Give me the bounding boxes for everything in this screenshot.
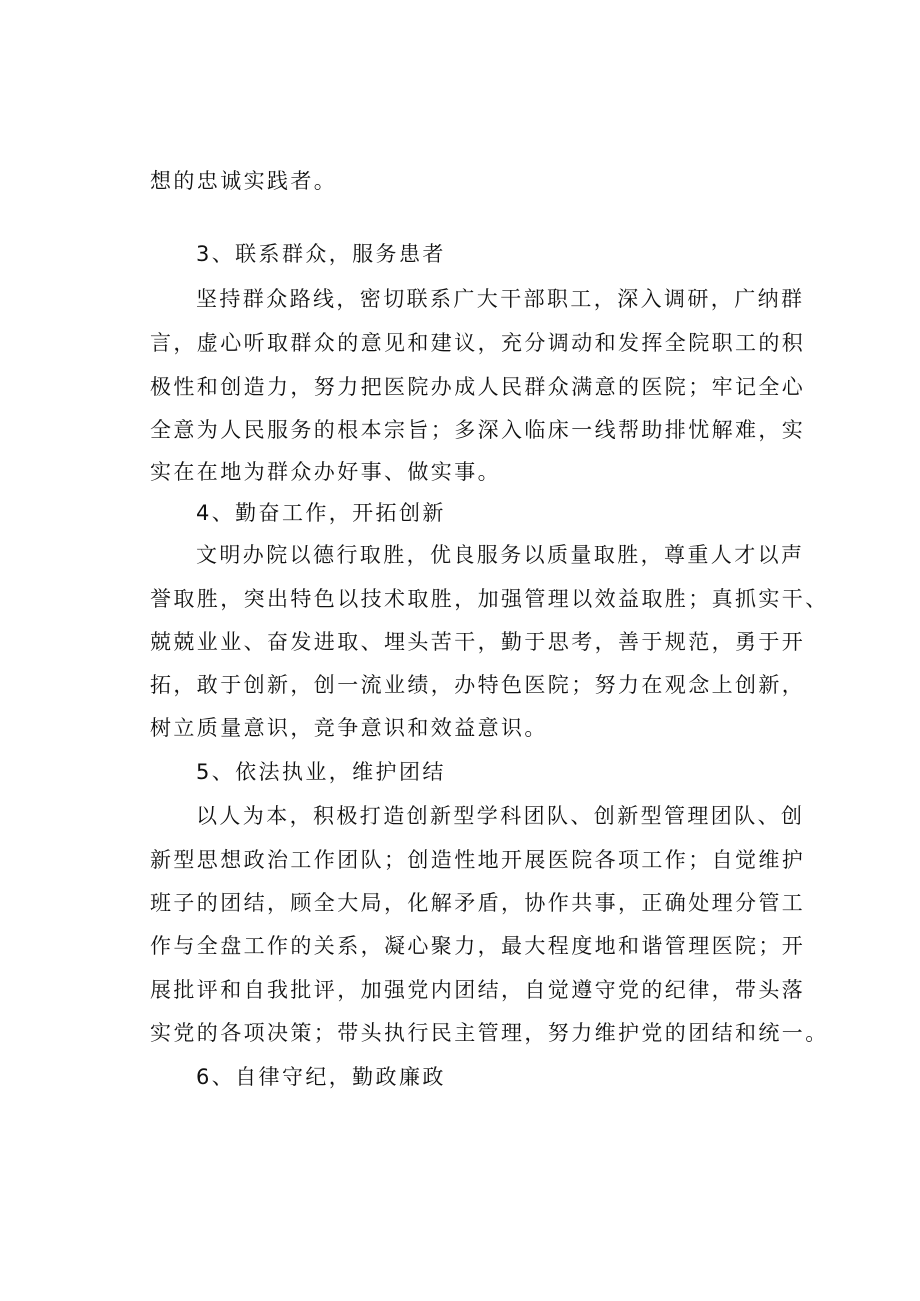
paragraph-line: 文明办院以德行取胜，优良服务以质量取胜，尊重人才以声: [196, 543, 805, 567]
section-heading-4: 4、勤奋工作，开拓创新: [196, 501, 446, 525]
paragraph-line: 树立质量意识，竞争意识和效益意识。: [150, 716, 548, 740]
paragraph-line: 坚持群众路线，密切联系广大干部职工，深入调研，广纳群: [196, 287, 805, 311]
paragraph-line: 想的忠诚实践者。: [150, 169, 338, 193]
section-heading-3: 3、联系群众，服务患者: [196, 242, 446, 266]
paragraph-line: 言，虚心听取群众的意见和建议，充分调动和发挥全院职工的积: [150, 331, 806, 355]
paragraph-line: 新型思想政治工作团队；创造性地开展医院各项工作；自觉维护: [150, 848, 806, 872]
paragraph-line: 作与全盘工作的关系，凝心聚力，最大程度地和谐管理医院；开: [150, 934, 806, 958]
paragraph-line: 班子的团结，顾全大局，化解矛盾，协作共事，正确处理分管工: [150, 891, 806, 915]
paragraph-line: 拓，敢于创新，创一流业绩，办特色医院；努力在观念上创新，: [150, 673, 806, 697]
paragraph-line: 以人为本，积极打造创新型学科团队、创新型管理团队、创: [196, 804, 805, 828]
paragraph-line: 誉取胜，突出特色以技术取胜，加强管理以效益取胜；真抓实干、: [150, 587, 829, 611]
paragraph-line: 实在在地为群众办好事、做实事。: [150, 460, 501, 484]
paragraph-line: 兢兢业业、奋发进取、埋头苦干，勤于思考，善于规范，勇于开: [150, 630, 806, 654]
paragraph-line: 展批评和自我批评，加强党内团结，自觉遵守党的纪律，带头落: [150, 978, 806, 1002]
section-heading-5: 5、依法执业，维护团结: [196, 760, 446, 784]
paragraph-line: 实党的各项决策；带头执行民主管理，努力维护党的团结和统一。: [150, 1021, 829, 1045]
paragraph-line: 极性和创造力，努力把医院办成人民群众满意的医院；牢记全心: [150, 375, 806, 399]
section-heading-6: 6、自律守纪，勤政廉政: [196, 1065, 446, 1089]
paragraph-line: 全意为人民服务的根本宗旨；多深入临床一线帮助排忧解难，实: [150, 418, 806, 442]
